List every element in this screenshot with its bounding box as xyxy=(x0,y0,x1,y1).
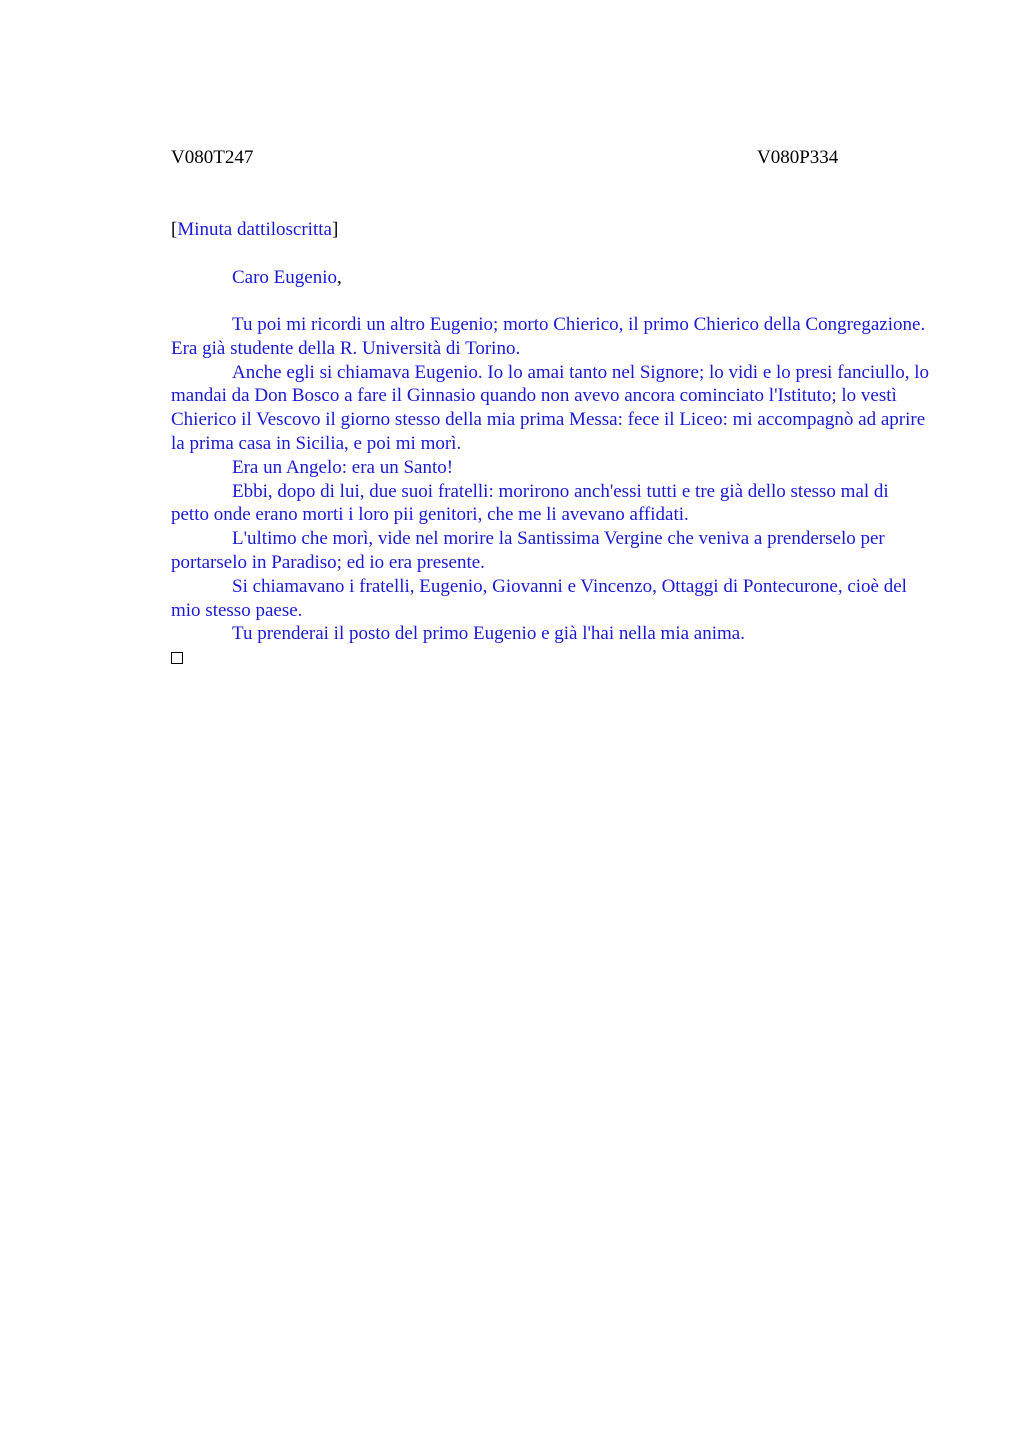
letter-paragraph: Anche egli si chiamava Eugenio. Io lo amai tanto nel Signore; lo vidi e lo presi fanciullo, lo mandai da Don Bosco a fare il Ginnasio quando non avevo ancora cominciato l'Istituto; lo vestì Chierico il Vescovo il giorno stesso della mia prima Messa: fece il Liceo: mi accompagnò ad aprire la prima casa in Sicilia, e poi mi morì. xyxy=(171,361,930,454)
letter-paragraph: Ebbi, dopo di lui, due suoi fratelli: morirono anch'essi tutti e tre già dello stesso mal di petto onde erano morti i loro pii genitori, che me li avevano affidati. xyxy=(171,480,889,526)
document-header xyxy=(171,145,931,171)
document-code-left: V080T247 xyxy=(171,147,254,168)
letter-paragraph: Tu poi mi ricordi un altro Eugenio; morto Chierico, il primo Chierico della Congregazione. Era già studente della R. Università di Torino. xyxy=(171,314,926,359)
editorial-note xyxy=(171,217,931,243)
letter-paragraph: Era un Angelo: era un Santo! xyxy=(232,456,454,478)
note-close-bracket: ] xyxy=(331,219,339,240)
note-text: Minuta dattiloscritta xyxy=(177,219,332,240)
letter-salutation xyxy=(171,265,931,291)
letter-body xyxy=(171,313,931,646)
letter-paragraph: Tu prenderai il posto del primo Eugenio e già l'hai nella mia anima. xyxy=(232,623,745,645)
salutation-text: Caro Eugenio xyxy=(232,267,338,288)
end-of-document-box-icon xyxy=(171,652,183,664)
note-open-bracket: [ xyxy=(171,219,178,240)
letter-paragraph: L'ultimo che morì, vide nel morire la Santissima Vergine che veniva a prenderselo per portarselo in Paradiso; ed io era presente. xyxy=(171,528,885,573)
letter-paragraph: Si chiamavano i fratelli, Eugenio, Giovanni e Vincenzo, Ottaggi di Pontecurone, cioè del mio stesso paese. xyxy=(171,575,907,621)
salutation-punct: , xyxy=(337,267,342,288)
document-page xyxy=(171,145,931,664)
document-code-right: V080P334 xyxy=(757,147,839,168)
